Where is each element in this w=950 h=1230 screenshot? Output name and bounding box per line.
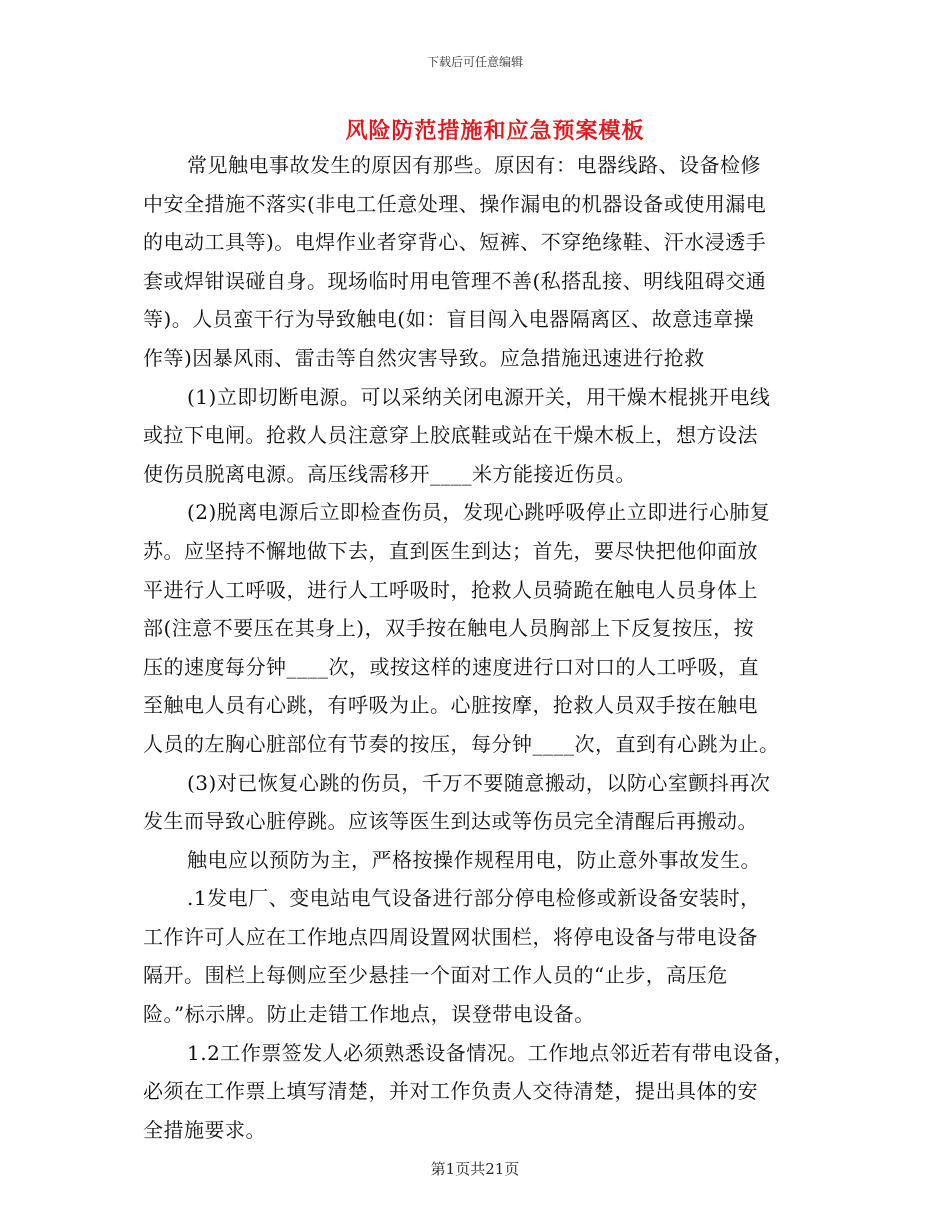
body-text-line: 压的速度每分钟____次，或按这样的速度进行口对口的人工呼吸，直 bbox=[143, 654, 759, 679]
body-text-line: 套或焊钳误碰自身。现场临时用电管理不善(私搭乱接、明线阻碍交通 bbox=[143, 268, 767, 293]
document-body bbox=[143, 146, 823, 1149]
body-text-line: (1)立即切断电源。可以采纳关闭电源开关，用干燥木棍挑开电线 bbox=[187, 384, 771, 409]
body-text-line: (3)对已恢复心跳的伤员，千万不要随意搬动，以防心室颤抖再次 bbox=[187, 770, 771, 795]
body-text-line: 工作许可人应在工作地点四周设置网状围栏，将停电设备与带电设备 bbox=[143, 924, 758, 949]
page-header-note: 下载后可任意编辑 bbox=[426, 55, 523, 69]
body-text-line: 发生而导致心脏停跳。应该等医生到达或等伤员完全清醒后再搬动。 bbox=[143, 809, 758, 834]
body-text-line: 人员的左胸心脏部位有节奏的按压，每分钟____次，直到有心跳为止。 bbox=[143, 731, 780, 756]
page-footer-pagination: 第1页共21页 bbox=[430, 1160, 520, 1178]
body-text-line: 1.2工作票签发人必须熟悉设备情况。工作地点邻近若有带电设备， bbox=[187, 1040, 795, 1065]
body-text-line: 作等)因暴风雨、雷击等自然灾害导致。应急措施迅速进行抢救 bbox=[143, 345, 705, 370]
body-text-line: 险。”标示牌。防止走错工作地点，误登带电设备。 bbox=[143, 1002, 595, 1027]
body-text-line: (2)脱离电源后立即检查伤员，发现心跳呼吸停止立即进行心肺复 bbox=[187, 500, 771, 525]
document-title: 风险防范措施和应急预案模板 bbox=[345, 118, 645, 144]
body-text-line: 或拉下电闸。抢救人员注意穿上胶底鞋或站在干燥木板上，想方设法 bbox=[143, 423, 758, 448]
body-text-line: 必须在工作票上填写清楚，并对工作负责人交待清楚，提出具体的安 bbox=[143, 1079, 758, 1104]
body-text-line: 至触电人员有心跳，有呼吸为止。心脏按摩，抢救人员双手按在触电 bbox=[143, 693, 758, 718]
body-text-line: 触电应以预防为主，严格按操作规程用电，防止意外事故发生。 bbox=[187, 847, 761, 872]
body-text-line: 中安全措施不落实(非电工任意处理、操作漏电的机器设备或使用漏电 bbox=[143, 191, 767, 216]
body-text-line: 隔开。围栏上每侧应至少悬挂一个面对工作人员的“止步，高压危 bbox=[143, 963, 728, 988]
body-text-line: 常见触电事故发生的原因有那些。原因有：电器线路、设备检修 bbox=[187, 153, 761, 177]
body-text-line: 苏。应坚持不懈地做下去，直到医生到达；首先，要尽快把他仰面放 bbox=[143, 538, 758, 563]
body-text-line: 平进行人工呼吸，进行人工呼吸时，抢救人员骑跪在触电人员身体上 bbox=[143, 577, 758, 602]
body-text-line: 的电动工具等)。电焊作业者穿背心、短裤、不穿绝缘鞋、汗水浸透手 bbox=[143, 230, 767, 255]
body-text-line: 使伤员脱离电源。高压线需移开____米方能接近伤员。 bbox=[143, 461, 636, 486]
body-text-line: 全措施要求。 bbox=[143, 1117, 266, 1142]
body-text-line: .1发电厂、变电站电气设备进行部分停电检修或新设备安装时， bbox=[187, 886, 761, 911]
body-text-line: 等)。人员蛮干行为导致触电(如：盲目闯入电器隔离区、故意违章操 bbox=[143, 307, 755, 332]
body-text-line: 部(注意不要压在其身上)，双手按在触电人员胸部上下反复按压，按 bbox=[143, 616, 755, 641]
